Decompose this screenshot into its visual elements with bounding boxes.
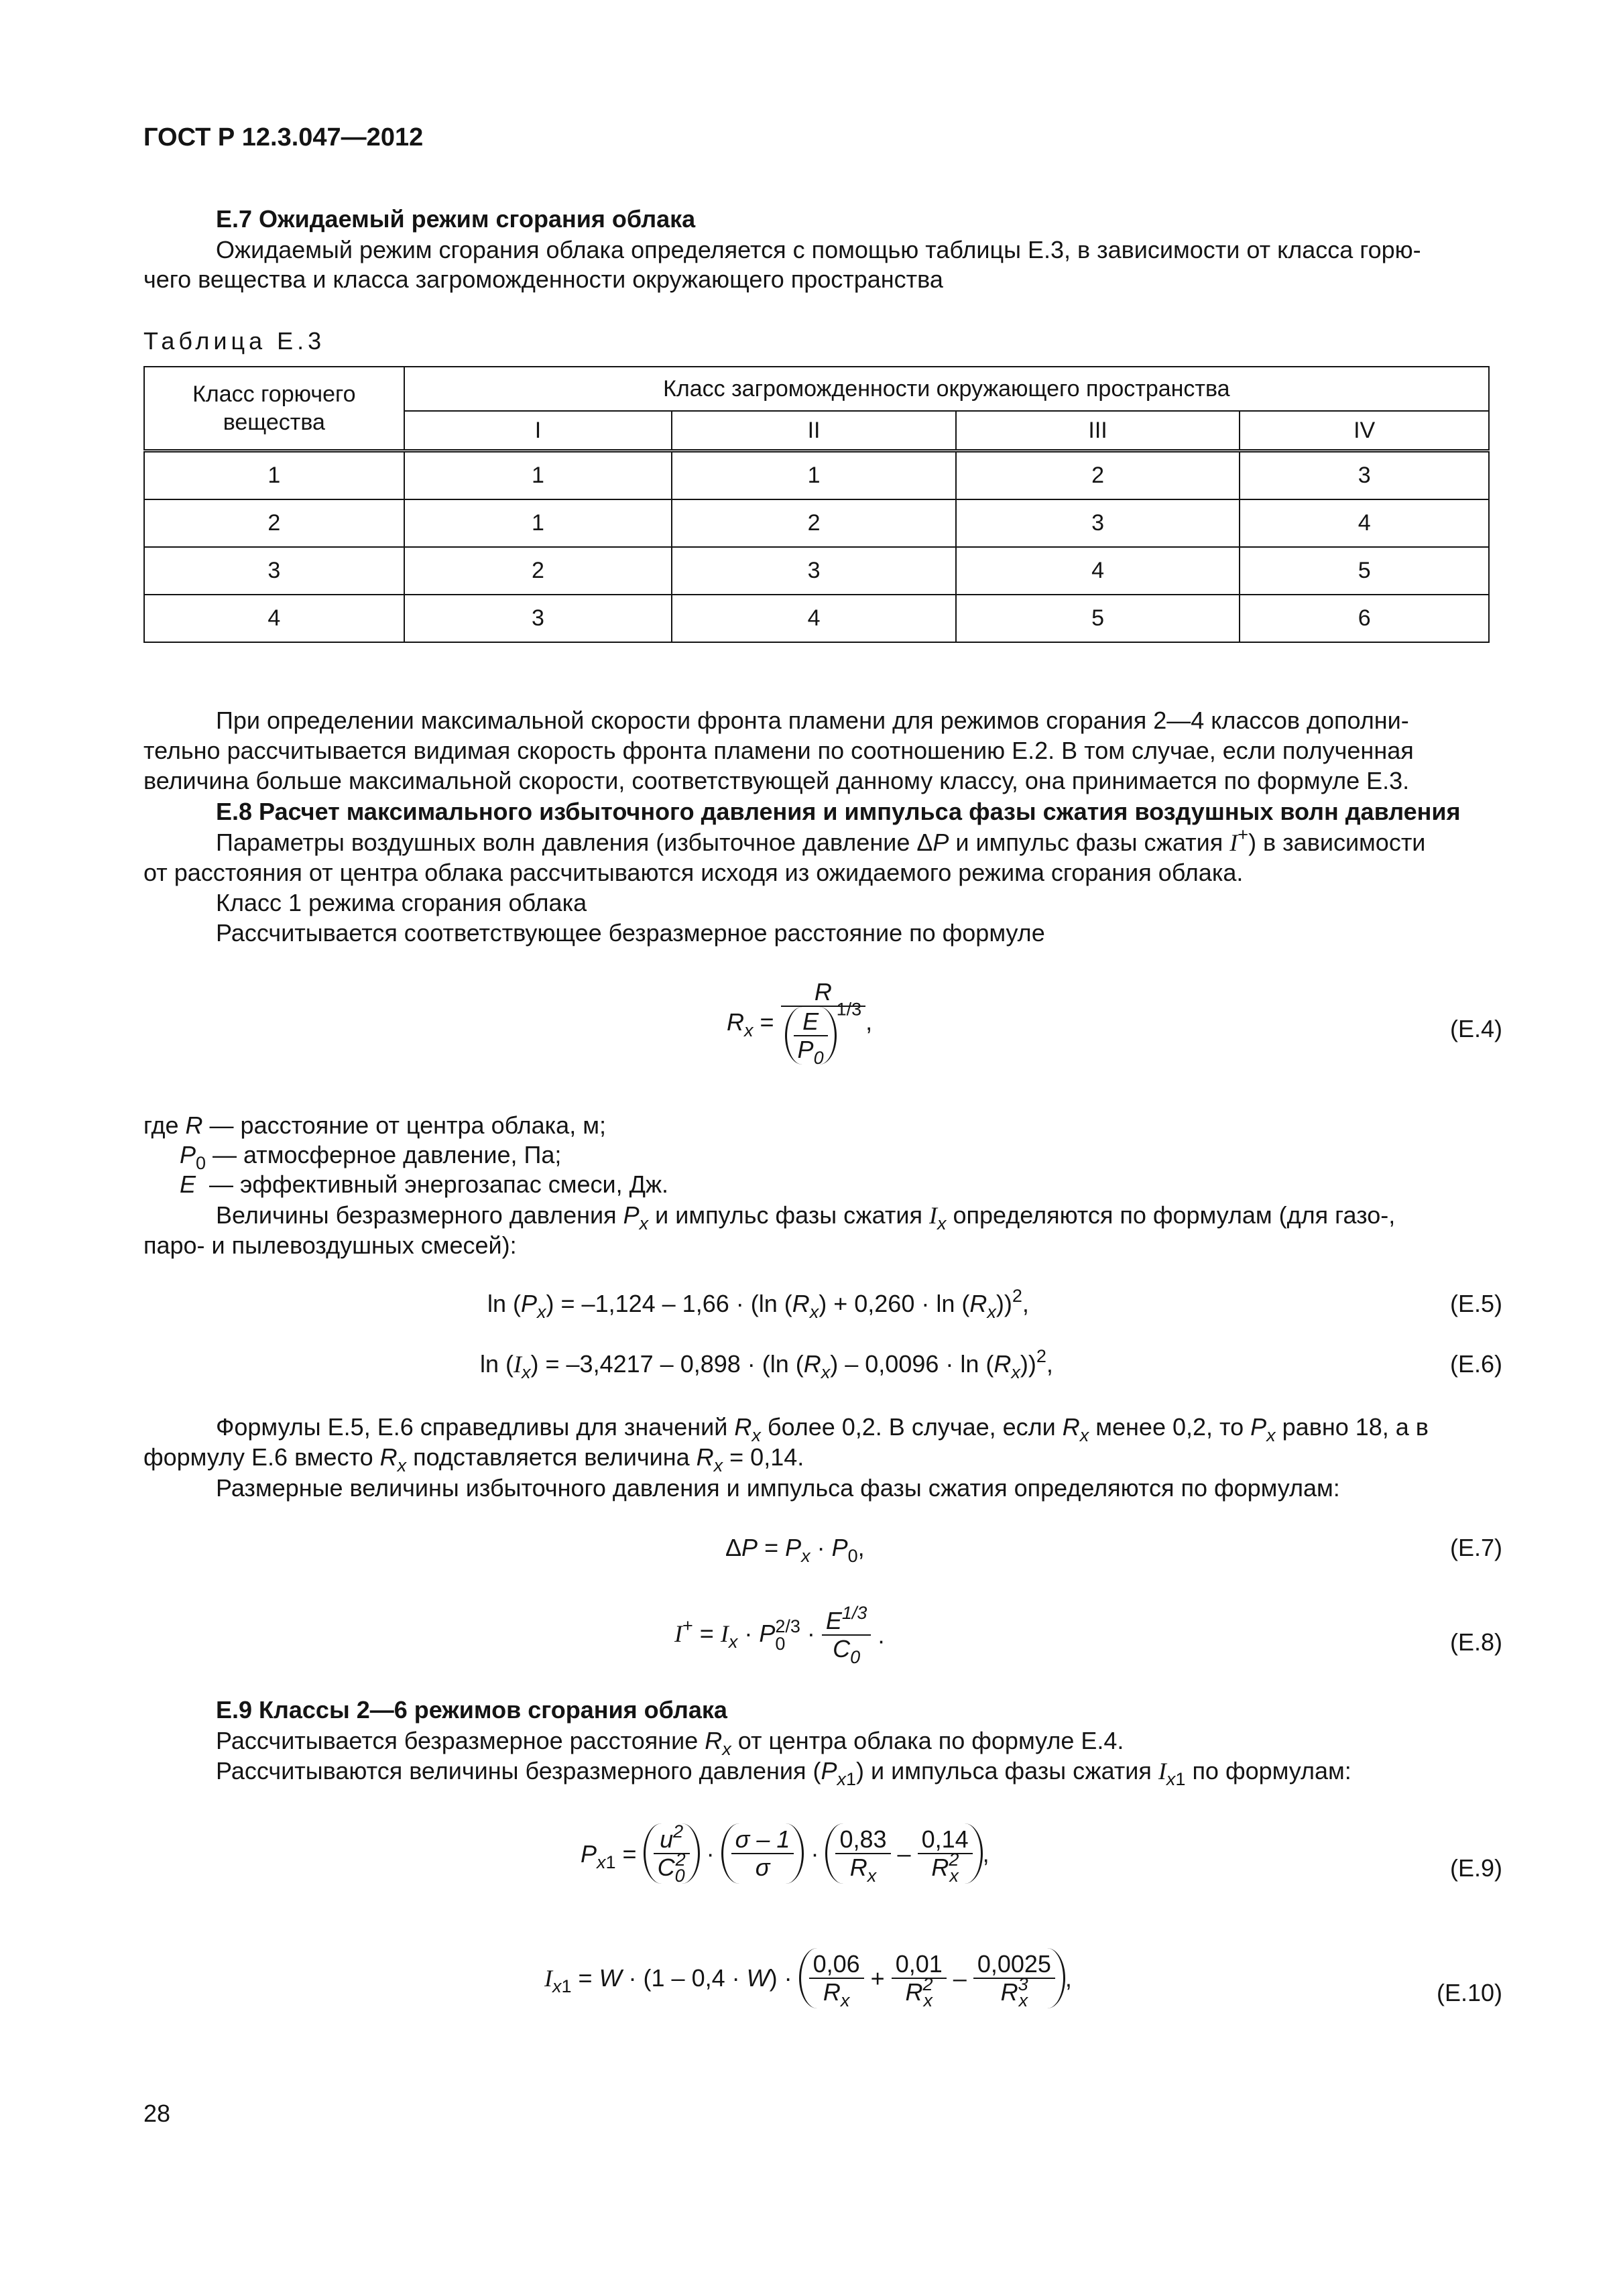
equation-e4-label: (Е.4) [1449,1015,1502,1042]
table-caption: Таблица Е.3 [143,327,326,355]
section-e7-text-line2: чего вещества и класса загроможденности окружающего пространства [143,265,943,293]
paragraph-line: При определении максимальной скорости фронта пламени для режимов сгорания 2—4 классов дополни- [216,707,1409,734]
table-cell: 2 [144,499,404,547]
equation-e10: $I_{x1} = W \cdot (1 - 0,4 \cdot W)$ · $\frac{0,06}{R_x}$ + $\frac{0,01}{R^2_x}$ – $\frac{0,0025}{R^3_x}$ , [544,1948,1072,2008]
equation-e9: $P_{x1}$ = $\frac{u^2}{C_0^2}$ · $\frac{\sigma - 1}{\sigma}$ · $\frac{0,83}{R_x}$ – $\frac{0,14}{R^2_x}$ , [581,1821,989,1886]
table-cell: 4 [672,595,956,642]
table-header-class-iii: III [956,411,1240,451]
page-number: 28 [143,2100,171,2127]
equation-e6: $\ln (I_x) = -3,4217 - 0,898 \cdot (\ln$ $(R_x) - 0,0096 \cdot \ln (R_x))^2$, [480,1346,1053,1382]
table-cell: 4 [956,547,1240,595]
section-e8-title: Е.8 Расчет максимального избыточного давления и импульса фазы сжатия воздушных волн давления [216,798,1461,825]
section-e9-text-line2: Рассчитываются величины безразмерного давления $(P_{x1})$ и импульса фазы сжатия $I_{x1}$ по формулам: [216,1757,1351,1789]
section-e7-text-line1: Ожидаемый режим сгорания облака определяется с помощью таблицы Е.3, в зависимости от класса горю- [216,236,1421,263]
table-cell: 1 [404,499,672,547]
table-header-class-i: I [404,411,672,451]
table-cell: 3 [404,595,672,642]
table-cell: 3 [672,547,956,595]
equation-e7: $\Delta P = P_x \cdot P_0$, [725,1534,865,1566]
section-e8-text-line2: от расстояния от центра облака рассчитываются исходя из ожидаемого режима сгорания облака. [143,859,1244,886]
table-cell: 2 [672,499,956,547]
where-line: E — эффективный энергозапас смеси, Дж. [180,1170,669,1198]
calc-intro: Рассчитывается соответствующее безразмерное расстояние по формуле [216,919,1045,947]
paragraph-line: величина больше максимальной скорости, соответствующей данному классу, она принимается по формуле Е.3. [143,767,1410,794]
table-cell: 3 [1240,451,1489,500]
table-cell: 6 [1240,595,1489,642]
section-e7-title: Е.7 Ожидаемый режим сгорания облака [216,205,696,233]
document-code: ГОСТ Р 12.3.047—2012 [143,123,424,152]
table-cell: 1 [672,451,956,500]
table-row [144,595,1489,642]
table-cell: 5 [1240,547,1489,595]
equation-e8: $I^+ = I_x \cdot P$ 2/3 0 · $\frac{E^{1/3}}{C_0}$ . [674,1603,885,1667]
table-cell: 1 [144,451,404,500]
table-row [144,451,1489,500]
formulas-paragraph-line1: Формулы Е.5, Е.6 справедливы для значений $R_x$ более 0,2. В случае, если $R_x$ менее 0,2, то $P_x$ равно 18, а в [216,1413,1429,1445]
class1-heading: Класс 1 режима сгорания облака [216,889,587,916]
table-header-substance-class: Класс горючего вещества [144,367,404,451]
table-cell: 4 [1240,499,1489,547]
table-header-class-ii: II [672,411,956,451]
table-cell: 2 [956,451,1240,500]
table-cell: 2 [404,547,672,595]
table-cell: 5 [956,595,1240,642]
formulas-paragraph-line3: Размерные величины избыточного давления и импульса фазы сжатия определяются по формулам: [216,1474,1340,1502]
table-cell: 1 [404,451,672,500]
paragraph-line: тельно рассчитывается видимая скорость фронта пламени по соотношению Е.2. В том случае, если полученная [143,737,1414,764]
table-cell: 3 [956,499,1240,547]
table-e3 [143,366,1490,643]
table-row [144,499,1489,547]
where-line: $P_0$ — атмосферное давление, Па; [180,1141,562,1173]
section-e9-text-line1: Рассчитывается безразмерное расстояние $R_x$ от центра облака по формуле Е.4. [216,1727,1124,1759]
where-line: где R — расстояние от центра облака, м; [143,1111,606,1139]
values-paragraph-line2: паро- и пылевоздушных смесей): [143,1231,517,1259]
values-paragraph-line1: Величины безразмерного давления $P_x$ и импульс фазы сжатия $I_x$ определяются по формулам (для газо-, [216,1201,1396,1233]
table-row [144,547,1489,595]
section-e8-text-line1: Параметры воздушных волн давления (избыточное давление ΔP и импульс фазы сжатия I+) в зависимости [216,825,1426,856]
equation-e8-label: (Е.8) [1449,1628,1502,1656]
equation-e5-label: (Е.5) [1449,1290,1502,1317]
equation-e10-label: (Е.10) [1436,1979,1502,2006]
table-header-class-iv: IV [1240,411,1489,451]
table-header-congestion-class: Класс загроможденности окружающего пространства [404,367,1489,411]
equation-e7-label: (Е.7) [1449,1534,1502,1561]
section-e9-title: Е.9 Классы 2—6 режимов сгорания облака [216,1696,727,1724]
formulas-paragraph-line2: формулу Е.6 вместо $R_x$ подставляется величина $R_x = 0,14$. [143,1443,804,1475]
equation-e6-label: (Е.6) [1449,1350,1502,1378]
table-cell: 3 [144,547,404,595]
equation-e4: $R_x$ = R $\frac{E}{P_0}$ $^{1/3}$ , [727,978,873,1068]
equation-e9-label: (Е.9) [1449,1854,1502,1882]
equation-e5: $\ln (P_x) = -1,124 - 1,66 \cdot (\ln$ $(R_x) + 0,260 \cdot \ln (R_x))^2$, [487,1286,1029,1322]
table-cell: 4 [144,595,404,642]
